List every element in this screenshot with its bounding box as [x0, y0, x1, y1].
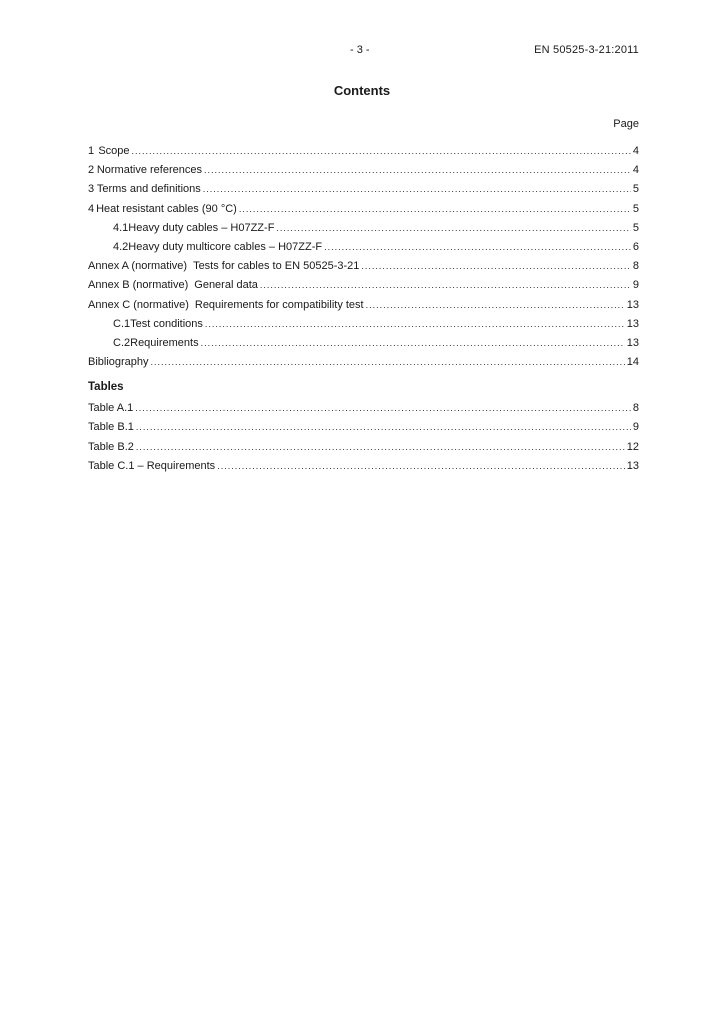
dot-leader	[366, 296, 625, 315]
toc-entry-label: General data	[194, 279, 258, 292]
toc-entry-number: 4.2	[113, 240, 129, 253]
dot-leader	[260, 276, 631, 295]
toc-entry-page: 12	[626, 440, 639, 453]
toc-entry-label: Scope	[98, 145, 130, 157]
dot-leader	[217, 457, 625, 476]
toc-entry-table-c-1[interactable]	[88, 457, 639, 476]
toc-entry-number: C.2	[113, 336, 131, 349]
table-of-contents	[88, 142, 639, 476]
toc-entry-number: 4	[88, 202, 95, 215]
toc-entry-terms-definitions[interactable]	[88, 180, 639, 199]
toc-entry-page: 14	[626, 356, 639, 369]
toc-entry-label: Table C.1 – Requirements	[88, 459, 216, 472]
dot-leader	[151, 353, 625, 372]
toc-entry-page: 8	[632, 260, 639, 273]
dot-leader	[276, 219, 630, 238]
dot-leader	[361, 257, 631, 276]
toc-entry-number: 4.1	[113, 221, 129, 234]
dot-leader	[204, 161, 631, 180]
toc-entry-label: Requirements for compatibility test	[194, 298, 364, 311]
contents-title: Contents	[333, 83, 391, 98]
toc-entry-table-b-2[interactable]	[88, 438, 639, 457]
toc-entry-page: 4	[632, 145, 639, 157]
toc-entry-page: 13	[626, 459, 639, 472]
toc-entry-normative-references[interactable]	[88, 161, 639, 180]
toc-entry-label: Table B.1	[88, 421, 134, 434]
dot-leader	[136, 418, 631, 437]
dot-leader	[201, 334, 625, 353]
toc-entry-heat-resistant-cables[interactable]	[88, 200, 639, 219]
toc-entry-annex-a[interactable]	[88, 257, 639, 276]
toc-entry-label: Heat resistant cables (90 °C)	[96, 202, 237, 215]
toc-entry-page: 5	[632, 183, 639, 196]
toc-entry-page: 13	[626, 298, 639, 311]
toc-entry-number: Annex C (normative)	[88, 298, 189, 311]
toc-entry-c-1[interactable]	[88, 315, 639, 334]
toc-entry-label: Heavy duty multicore cables – H07ZZ-F	[128, 240, 323, 253]
toc-entry-label: Tests for cables to EN 50525-3-21	[193, 260, 360, 273]
dot-leader	[136, 438, 625, 457]
toc-entry-annex-b[interactable]	[88, 276, 639, 295]
toc-entry-table-b-1[interactable]	[88, 418, 639, 437]
tables-heading: Tables	[88, 381, 124, 394]
page-header	[88, 44, 639, 58]
page-number: - 3 -	[350, 44, 370, 56]
dot-leader	[239, 200, 631, 219]
toc-entry-label: Table A.1	[88, 402, 134, 415]
dot-leader	[135, 399, 631, 418]
toc-entry-number: 1	[88, 145, 95, 157]
toc-entry-page: 4	[632, 164, 639, 177]
toc-entry-number: Annex B (normative)	[88, 279, 189, 292]
toc-entry-annex-c[interactable]	[88, 296, 639, 315]
toc-entry-label: Table B.2	[88, 440, 134, 453]
toc-entry-4-1[interactable]	[88, 219, 639, 238]
toc-entry-page: 8	[632, 402, 639, 415]
toc-entry-bibliography[interactable]	[88, 353, 639, 372]
toc-entry-number: C.1	[113, 317, 131, 330]
toc-entry-table-a-1[interactable]	[88, 399, 639, 418]
dot-leader	[324, 238, 631, 257]
toc-entry-page: 9	[632, 421, 639, 434]
toc-entry-page: 9	[632, 279, 639, 292]
toc-entry-number: Annex A (normative)	[88, 260, 188, 273]
toc-entry-label: Requirements	[130, 336, 199, 349]
toc-entry-number: 2	[88, 164, 95, 177]
toc-entry-c-2[interactable]	[88, 334, 639, 353]
toc-entry-scope[interactable]	[88, 142, 639, 161]
document-id: EN 50525-3-21:2011	[534, 44, 639, 56]
toc-entry-page: 13	[626, 317, 639, 330]
toc-entry-label: Normative references	[96, 164, 202, 177]
toc-entry-number: 3	[88, 183, 95, 196]
toc-entry-4-2[interactable]	[88, 238, 639, 257]
toc-entry-label: Bibliography	[88, 356, 149, 369]
toc-entry-label: Heavy duty cables – H07ZZ-F	[128, 221, 275, 234]
toc-entry-label: Test conditions	[130, 317, 203, 330]
toc-entry-page: 5	[632, 221, 639, 234]
dot-leader	[132, 142, 631, 161]
toc-entry-page: 13	[626, 336, 639, 349]
dot-leader	[205, 315, 625, 334]
dot-leader	[203, 180, 631, 199]
toc-entry-page: 6	[632, 240, 639, 253]
toc-entry-label: Terms and definitions	[96, 183, 201, 196]
toc-entry-page: 5	[632, 202, 639, 215]
page-column-label: Page	[613, 118, 639, 130]
